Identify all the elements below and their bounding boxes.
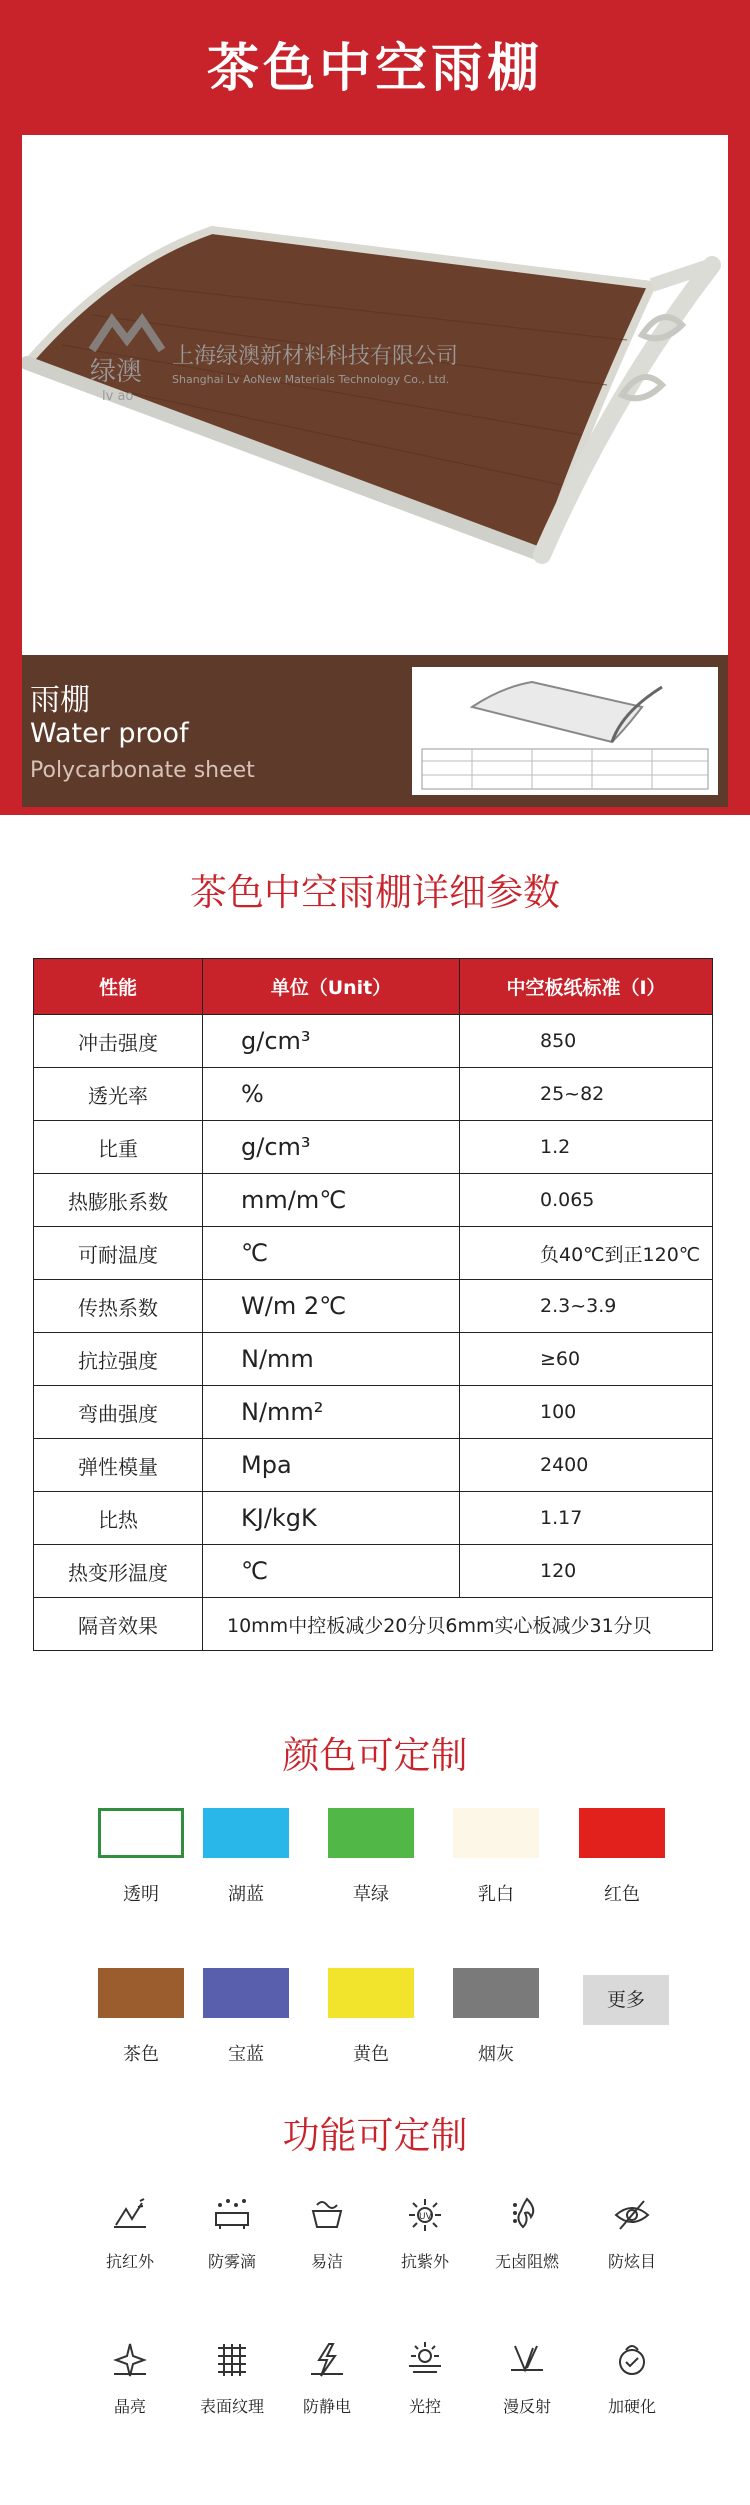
table-row [34, 1439, 713, 1492]
function-label: 漫反射 [502, 2397, 551, 2416]
product-name-en: Water proof [30, 718, 189, 749]
page-title: 茶色中空雨棚 [206, 39, 543, 99]
color-swatch [328, 1808, 414, 1858]
color-label: 茶色 [123, 2044, 159, 2065]
function-item [370, 2195, 480, 2272]
color-option[interactable] [567, 1808, 677, 1906]
row-value: 100 [460, 1386, 713, 1439]
function-item [177, 2195, 287, 2272]
color-label: 湖蓝 [228, 1884, 264, 1905]
table-row [34, 1280, 713, 1333]
function-label: 晶亮 [113, 2397, 146, 2416]
canopy-image [22, 135, 728, 655]
row-property: 热变形温度 [34, 1545, 203, 1598]
row-value: 25~82 [460, 1068, 713, 1121]
function-label: 抗紫外 [400, 2252, 449, 2271]
row-property: 冲击强度 [34, 1015, 203, 1068]
row-unit: g/cm³ [203, 1015, 460, 1068]
row-unit: g/cm³ [203, 1121, 460, 1174]
spec-section-title: 茶色中空雨棚详细参数 [190, 871, 560, 914]
table-row [34, 1227, 713, 1280]
color-label: 草绿 [353, 1884, 389, 1905]
row-value: 120 [460, 1545, 713, 1598]
hero-banner [0, 0, 750, 815]
color-label: 透明 [123, 1884, 159, 1905]
color-section-title: 颜色可定制 [282, 1734, 468, 1777]
color-swatch [328, 1968, 414, 2018]
color-option[interactable] [316, 1808, 426, 1906]
color-swatch [203, 1808, 289, 1858]
spec-table-header [34, 959, 713, 1015]
table-row [34, 1121, 713, 1174]
function-item [472, 2340, 582, 2417]
color-label: 红色 [604, 1884, 640, 1905]
header-standard: 中空板纸标准（I） [460, 959, 713, 1015]
more-colors-button[interactable]: 更多 [583, 1975, 669, 2025]
light-control-icon [405, 2340, 445, 2380]
color-option[interactable] [191, 1808, 301, 1906]
color-label: 黄色 [353, 2044, 389, 2065]
function-label: 表面纹理 [199, 2397, 264, 2416]
function-item [472, 2195, 582, 2272]
row-unit: Mpa [203, 1439, 460, 1492]
color-option[interactable] [86, 1808, 196, 1906]
easy-clean-icon [307, 2195, 347, 2235]
row-unit: mm/m℃ [203, 1174, 460, 1227]
function-item [272, 2195, 382, 2272]
table-row [34, 1492, 713, 1545]
function-item [75, 2195, 185, 2272]
logo-en: lv ao [102, 389, 134, 404]
row-property: 传热系数 [34, 1280, 203, 1333]
color-swatch [579, 1808, 665, 1858]
color-swatch [98, 1968, 184, 2018]
color-option[interactable] [191, 1968, 301, 2066]
row-property: 弹性模量 [34, 1439, 203, 1492]
row-unit: N/mm² [203, 1386, 460, 1439]
color-option[interactable] [441, 1968, 551, 2066]
color-swatch [453, 1968, 539, 2018]
color-label: 乳白 [478, 1884, 514, 1905]
function-label: 抗红外 [105, 2252, 154, 2271]
row-property: 热膨胀系数 [34, 1174, 203, 1227]
row-value: 1.17 [460, 1492, 713, 1545]
spec-table [33, 958, 713, 1651]
table-row [34, 1545, 713, 1598]
row-property: 隔音效果 [34, 1598, 203, 1651]
function-label: 易洁 [310, 2252, 343, 2271]
color-label: 宝蓝 [228, 2044, 264, 2065]
row-value: 0.065 [460, 1174, 713, 1227]
function-label: 光控 [408, 2397, 441, 2416]
header-property: 性能 [34, 959, 203, 1015]
table-row [34, 1015, 713, 1068]
color-option[interactable] [316, 1968, 426, 2066]
function-label: 加硬化 [607, 2397, 656, 2416]
product-thumbnail [412, 667, 718, 795]
row-property: 透光率 [34, 1068, 203, 1121]
table-row [34, 1598, 713, 1651]
color-option[interactable] [441, 1808, 551, 1906]
header-unit: 单位（Unit） [203, 959, 460, 1015]
row-unit: KJ/kgK [203, 1492, 460, 1545]
anti-static-icon [307, 2340, 347, 2380]
logo-cn: 绿澳 [90, 357, 143, 387]
diffuse-icon [507, 2340, 547, 2380]
color-swatch [203, 1968, 289, 2018]
function-item [370, 2340, 480, 2417]
table-row [34, 1068, 713, 1121]
row-property: 比重 [34, 1121, 203, 1174]
row-value: 2.3~3.9 [460, 1280, 713, 1333]
row-value: 负40℃到正120℃ [460, 1227, 713, 1280]
function-item [577, 2340, 687, 2417]
product-image-panel [22, 135, 728, 807]
function-label: 防炫目 [607, 2252, 656, 2271]
product-name-cn: 雨棚 [30, 683, 90, 718]
row-unit: ℃ [203, 1227, 460, 1280]
color-swatch [453, 1808, 539, 1858]
svg-text:UV: UV [419, 2212, 432, 2222]
table-row [34, 1333, 713, 1386]
color-swatch [98, 1808, 184, 1858]
company-en: Shanghai Lv AoNew Materials Technology Co., Ltd. [172, 373, 450, 386]
anti-fog-icon [212, 2195, 252, 2235]
row-value: 10mm中控板减少20分贝6mm实心板减少31分贝 [203, 1598, 713, 1651]
uv-icon [405, 2195, 445, 2235]
row-property: 比热 [34, 1492, 203, 1545]
hardening-icon [612, 2340, 652, 2380]
product-material: Polycarbonate sheet [30, 758, 255, 783]
row-value: 2400 [460, 1439, 713, 1492]
infrared-icon [110, 2195, 150, 2235]
function-item [577, 2195, 687, 2272]
function-section-title: 功能可定制 [282, 2114, 468, 2157]
color-option[interactable] [86, 1968, 196, 2066]
table-row [34, 1174, 713, 1227]
function-label: 防静电 [302, 2397, 351, 2416]
row-value: ≥60 [460, 1333, 713, 1386]
row-unit: ℃ [203, 1545, 460, 1598]
row-value: 850 [460, 1015, 713, 1068]
anti-glare-icon [612, 2195, 652, 2235]
function-label: 无卤阻燃 [494, 2252, 559, 2271]
row-property: 弯曲强度 [34, 1386, 203, 1439]
row-unit: % [203, 1068, 460, 1121]
texture-icon [212, 2340, 252, 2380]
function-label: 防雾滴 [207, 2252, 256, 2271]
row-unit: N/mm [203, 1333, 460, 1386]
function-item [177, 2340, 287, 2417]
row-unit: W/m 2℃ [203, 1280, 460, 1333]
company-cn: 上海绿澳新材料科技有限公司 [172, 344, 459, 369]
flame-retardant-icon [507, 2195, 547, 2235]
table-row [34, 1386, 713, 1439]
color-label: 烟灰 [478, 2044, 514, 2065]
row-value: 1.2 [460, 1121, 713, 1174]
function-item [272, 2340, 382, 2417]
row-property: 可耐温度 [34, 1227, 203, 1280]
sparkle-icon [110, 2340, 150, 2380]
row-property: 抗拉强度 [34, 1333, 203, 1386]
function-item [75, 2340, 185, 2417]
